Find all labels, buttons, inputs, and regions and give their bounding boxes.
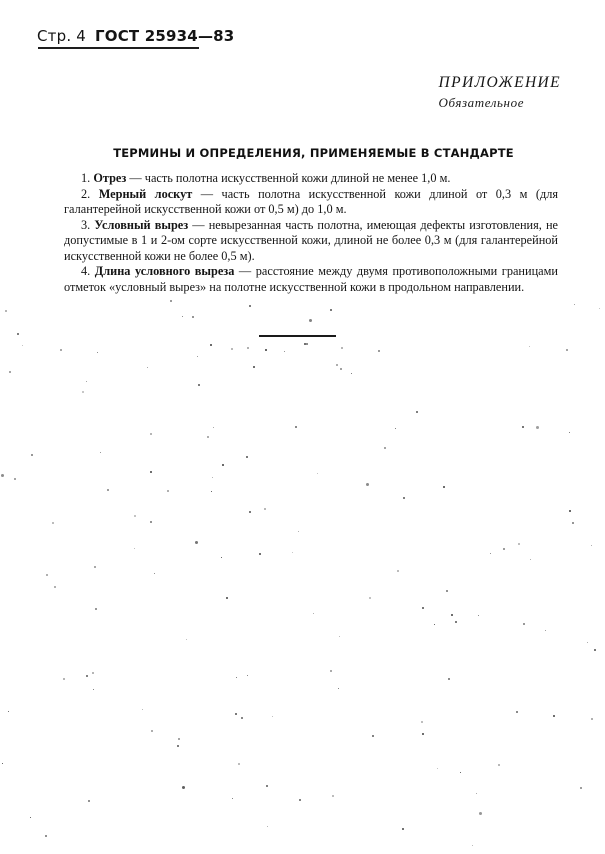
scan-speck — [378, 350, 380, 352]
appendix-status: Обязательное — [438, 95, 525, 110]
scan-speck — [147, 367, 148, 368]
scan-speck — [587, 642, 588, 643]
scan-speck — [460, 772, 461, 773]
scan-speck — [192, 316, 194, 318]
scan-speck — [330, 670, 332, 672]
scan-speck — [478, 615, 479, 616]
definition-number: 3. — [81, 217, 91, 232]
scan-speck — [213, 427, 214, 428]
scan-speck — [309, 319, 312, 322]
page-number-label: Стр. 4 — [37, 27, 87, 45]
scan-speck — [238, 763, 240, 765]
scan-speck — [247, 675, 248, 676]
definition-text: — часть полотна искусственной кожи длиной от 0,3 м (для галантерейной искусственной кожи от 0,5 м) до 1,0 м. — [64, 186, 558, 216]
scan-speck — [182, 786, 185, 789]
scan-speck — [341, 347, 343, 349]
scan-speck — [154, 573, 155, 574]
definitions-list — [64, 171, 558, 295]
scan-speck — [241, 717, 243, 719]
section-title: ТЕРМИНЫ И ОПРЕДЕЛЕНИЯ, ПРИМЕНЯЕМЫЕ В СТАНДАРТЕ — [113, 146, 514, 160]
definition-text: — расстояние между двумя противоположными границами отметок «условный вырез» на полотне искусственной кожи в продольном направлении. — [64, 264, 558, 294]
scan-speck — [518, 543, 520, 545]
scan-speck — [446, 590, 448, 592]
scan-speck — [52, 522, 54, 524]
scan-speck — [434, 624, 435, 625]
scan-speck — [313, 613, 314, 614]
scan-speck — [599, 308, 600, 309]
scan-speck — [338, 688, 339, 689]
scan-speck — [265, 349, 267, 351]
definition-term: Мерный лоскут — [98, 186, 193, 201]
scan-speck — [100, 452, 101, 453]
scan-speck — [284, 351, 285, 352]
scan-speck — [94, 566, 96, 568]
scan-speck — [336, 364, 338, 366]
scan-speck — [416, 411, 418, 413]
scan-speck — [249, 305, 251, 307]
scan-speck — [207, 436, 209, 438]
scan-speck — [8, 711, 9, 712]
scan-speck — [516, 711, 518, 713]
scan-speck — [93, 689, 94, 690]
scan-speck — [572, 522, 574, 524]
scan-speck — [298, 531, 299, 532]
definition-item — [64, 264, 558, 295]
scan-speck — [134, 515, 136, 517]
scan-speck — [86, 381, 87, 382]
scan-speck — [490, 553, 491, 554]
scan-speck — [151, 730, 153, 732]
scan-speck — [186, 639, 187, 640]
scan-speck — [150, 471, 152, 473]
scan-speck — [330, 309, 332, 311]
scan-speck — [569, 510, 571, 512]
scan-speck — [178, 738, 180, 740]
definition-item — [64, 218, 558, 265]
scan-speck — [222, 464, 224, 466]
scan-speck — [88, 800, 90, 802]
scan-speck — [198, 384, 200, 386]
scan-speck — [54, 586, 56, 588]
scan-speck — [31, 454, 33, 456]
scan-speck — [397, 570, 399, 572]
scan-speck — [566, 349, 568, 351]
scan-speck — [247, 347, 249, 349]
scan-speck — [134, 548, 135, 549]
scan-speck — [536, 426, 539, 429]
scan-speck — [591, 545, 592, 546]
scan-speck — [95, 608, 97, 610]
scan-speck — [422, 733, 424, 735]
scan-speck — [60, 349, 62, 351]
standard-designation: ГОСТ 25934—83 — [94, 27, 235, 45]
scan-speck — [236, 677, 237, 678]
definition-number: 4. — [81, 264, 91, 278]
scan-speck — [150, 521, 152, 523]
scan-speck — [9, 371, 11, 373]
scan-speck — [177, 745, 179, 747]
definition-item — [64, 187, 558, 218]
scan-speck — [351, 373, 352, 374]
scan-speck — [212, 477, 213, 478]
scan-speck — [295, 426, 297, 428]
scan-speck — [448, 678, 450, 680]
scan-speck — [1, 474, 4, 477]
scan-speck — [264, 508, 266, 510]
scan-speck — [235, 713, 237, 715]
scan-speck — [569, 432, 570, 433]
scan-speck — [167, 490, 169, 492]
scan-speck — [553, 715, 555, 717]
scan-speck — [372, 735, 374, 737]
scan-speck — [5, 310, 7, 312]
scan-speck — [210, 344, 212, 346]
scan-speck — [402, 828, 404, 830]
scan-speck — [226, 597, 228, 599]
scan-speck — [580, 787, 582, 789]
scan-speck — [523, 623, 525, 625]
scan-speck — [443, 486, 445, 488]
scan-speck — [498, 764, 500, 766]
scan-speck — [92, 672, 94, 674]
scan-speck — [2, 763, 3, 764]
scan-speck — [30, 817, 31, 818]
scan-speck — [366, 483, 369, 486]
scan-speck — [272, 716, 273, 717]
scan-speck — [197, 356, 198, 357]
scan-speck — [421, 721, 423, 723]
scan-speck — [46, 574, 48, 576]
scan-speck — [503, 548, 505, 550]
scan-speck — [22, 345, 23, 346]
definition-term: Условный вырез — [94, 217, 189, 232]
scan-speck — [369, 597, 371, 599]
scan-speck — [232, 798, 233, 799]
appendix-title: ПРИЛОЖЕНИЕ — [438, 74, 561, 91]
scan-speck — [522, 426, 524, 428]
scan-speck — [317, 473, 318, 474]
scan-speck — [472, 845, 473, 846]
scan-speck — [476, 793, 477, 794]
scan-speck — [170, 300, 172, 302]
scan-speck — [339, 636, 340, 637]
scan-speck — [530, 559, 531, 560]
scan-speck — [150, 433, 152, 435]
scan-speck — [574, 304, 575, 305]
scan-speck — [529, 346, 530, 347]
scan-speck — [267, 826, 268, 827]
scan-speck — [545, 630, 546, 631]
scan-speck — [306, 343, 308, 345]
definition-term: Отрез — [93, 171, 127, 185]
definition-term: Длина условного выреза — [94, 264, 235, 278]
scan-speck — [384, 447, 386, 449]
definition-item — [64, 171, 558, 187]
definition-number: 1. — [81, 171, 91, 185]
scan-speck — [14, 478, 16, 480]
scan-speck — [332, 795, 334, 797]
scan-speck — [211, 491, 212, 492]
scan-speck — [266, 785, 268, 787]
definition-number: 2. — [81, 186, 91, 201]
scan-speck — [299, 799, 301, 801]
scan-speck — [259, 553, 261, 555]
scan-speck — [594, 649, 596, 651]
scan-speck — [479, 812, 482, 815]
scan-speck — [403, 497, 405, 499]
scan-speck — [107, 489, 109, 491]
scan-speck — [142, 709, 143, 710]
scan-speck — [182, 316, 183, 317]
scan-speck — [63, 678, 65, 680]
scan-speck — [395, 428, 396, 429]
scan-speck — [249, 511, 251, 513]
header-rule — [38, 47, 199, 49]
scan-speck — [82, 391, 84, 393]
scan-speck — [253, 366, 255, 368]
scan-speck — [97, 352, 98, 353]
scan-speck — [455, 621, 457, 623]
appendix-block — [439, 74, 561, 111]
scan-speck — [195, 541, 198, 544]
definition-text: — невырезанная часть полотна, имеющая дефекты изготовления, не допустимые в 1 и 2-ом сорте искусственной кожи, длиной не более 0,3 м (для галантерейной искусственной кожи не более 0,5 м). — [64, 217, 558, 263]
scan-speck — [17, 333, 19, 335]
scan-speck — [340, 368, 342, 370]
scan-speck — [292, 552, 293, 553]
scan-speck — [231, 348, 233, 350]
scan-speck — [422, 607, 424, 609]
scan-speck — [221, 557, 222, 558]
scan-speck — [591, 718, 593, 720]
scan-speck — [86, 675, 88, 677]
page-header — [37, 27, 234, 45]
end-divider — [259, 335, 336, 337]
scan-speck — [246, 456, 248, 458]
scan-speck — [451, 614, 453, 616]
scan-speck — [437, 768, 438, 769]
scan-speck — [45, 835, 47, 837]
definition-text: — часть полотна искусственной кожи длиной не менее 1,0 м. — [126, 171, 451, 185]
